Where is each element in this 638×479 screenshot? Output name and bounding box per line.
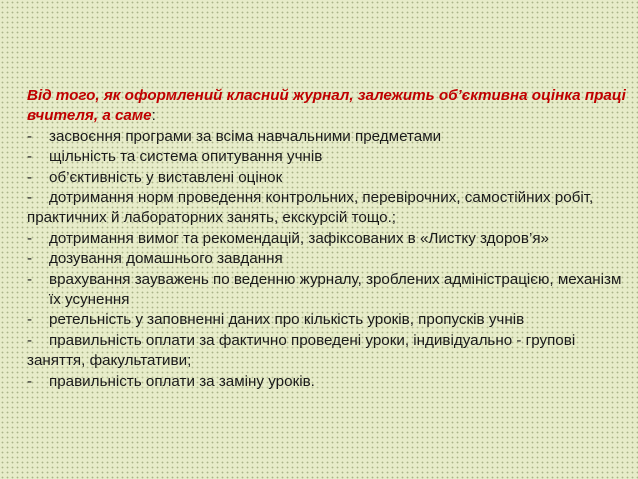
bullet-dash: - [27, 168, 33, 186]
bullet-dash: - [27, 331, 33, 349]
list-item [27, 188, 627, 229]
slide-content [27, 86, 627, 392]
list-item-text: дотримання норм проведення контрольних, перевірочних, самостійних робіт, практичних й лабораторних занять, екскурсій тощо.; [27, 189, 594, 227]
list-item [27, 249, 627, 269]
list-item [27, 372, 627, 392]
bullet-dash: - [27, 372, 33, 390]
heading-colon: : [151, 107, 156, 125]
bullet-dash: - [27, 229, 33, 247]
list-item-text: ретельність у заповненні даних про кількість уроків, пропусків учнів [49, 311, 525, 329]
bullet-dash: - [27, 270, 33, 288]
list-item [27, 270, 627, 311]
list-item-text: правильність оплати за фактично проведені уроки, індивідуально - групові заняття, факультативи; [27, 331, 576, 370]
requirements-list [27, 127, 627, 392]
list-item-text: дозування домашнього завдання [49, 250, 283, 268]
bullet-dash: - [27, 311, 33, 329]
bullet-dash: - [27, 127, 33, 145]
list-item [27, 331, 627, 372]
list-item-text: засвоєння програми за всіма навчальними предметами [49, 127, 442, 145]
list-item [27, 310, 627, 330]
list-item [27, 127, 627, 147]
heading-text: Від того, як оформлений класний журнал, залежить об’єктивна оцінка праці вчителя, а саме [27, 87, 626, 125]
list-item-text: правильність оплати за заміну уроків. [49, 372, 315, 390]
list-item [27, 147, 627, 167]
list-item-text: щільність та система опитування учнів [49, 148, 323, 166]
list-item-text: врахування зауважень по веденню журналу, зроблених адміністрацією, механізм їх усунення [49, 270, 622, 309]
list-item [27, 229, 627, 249]
list-item-text: об’єктивність у виставлені оцінок [49, 168, 283, 186]
bullet-dash: - [27, 250, 33, 268]
list-item-text: дотримання вимог та рекомендацій, зафіксованих в «Листку здоров’я» [49, 229, 549, 247]
list-item [27, 168, 627, 188]
bullet-dash: - [27, 148, 33, 166]
bullet-dash: - [27, 189, 33, 207]
slide-heading [27, 86, 627, 127]
